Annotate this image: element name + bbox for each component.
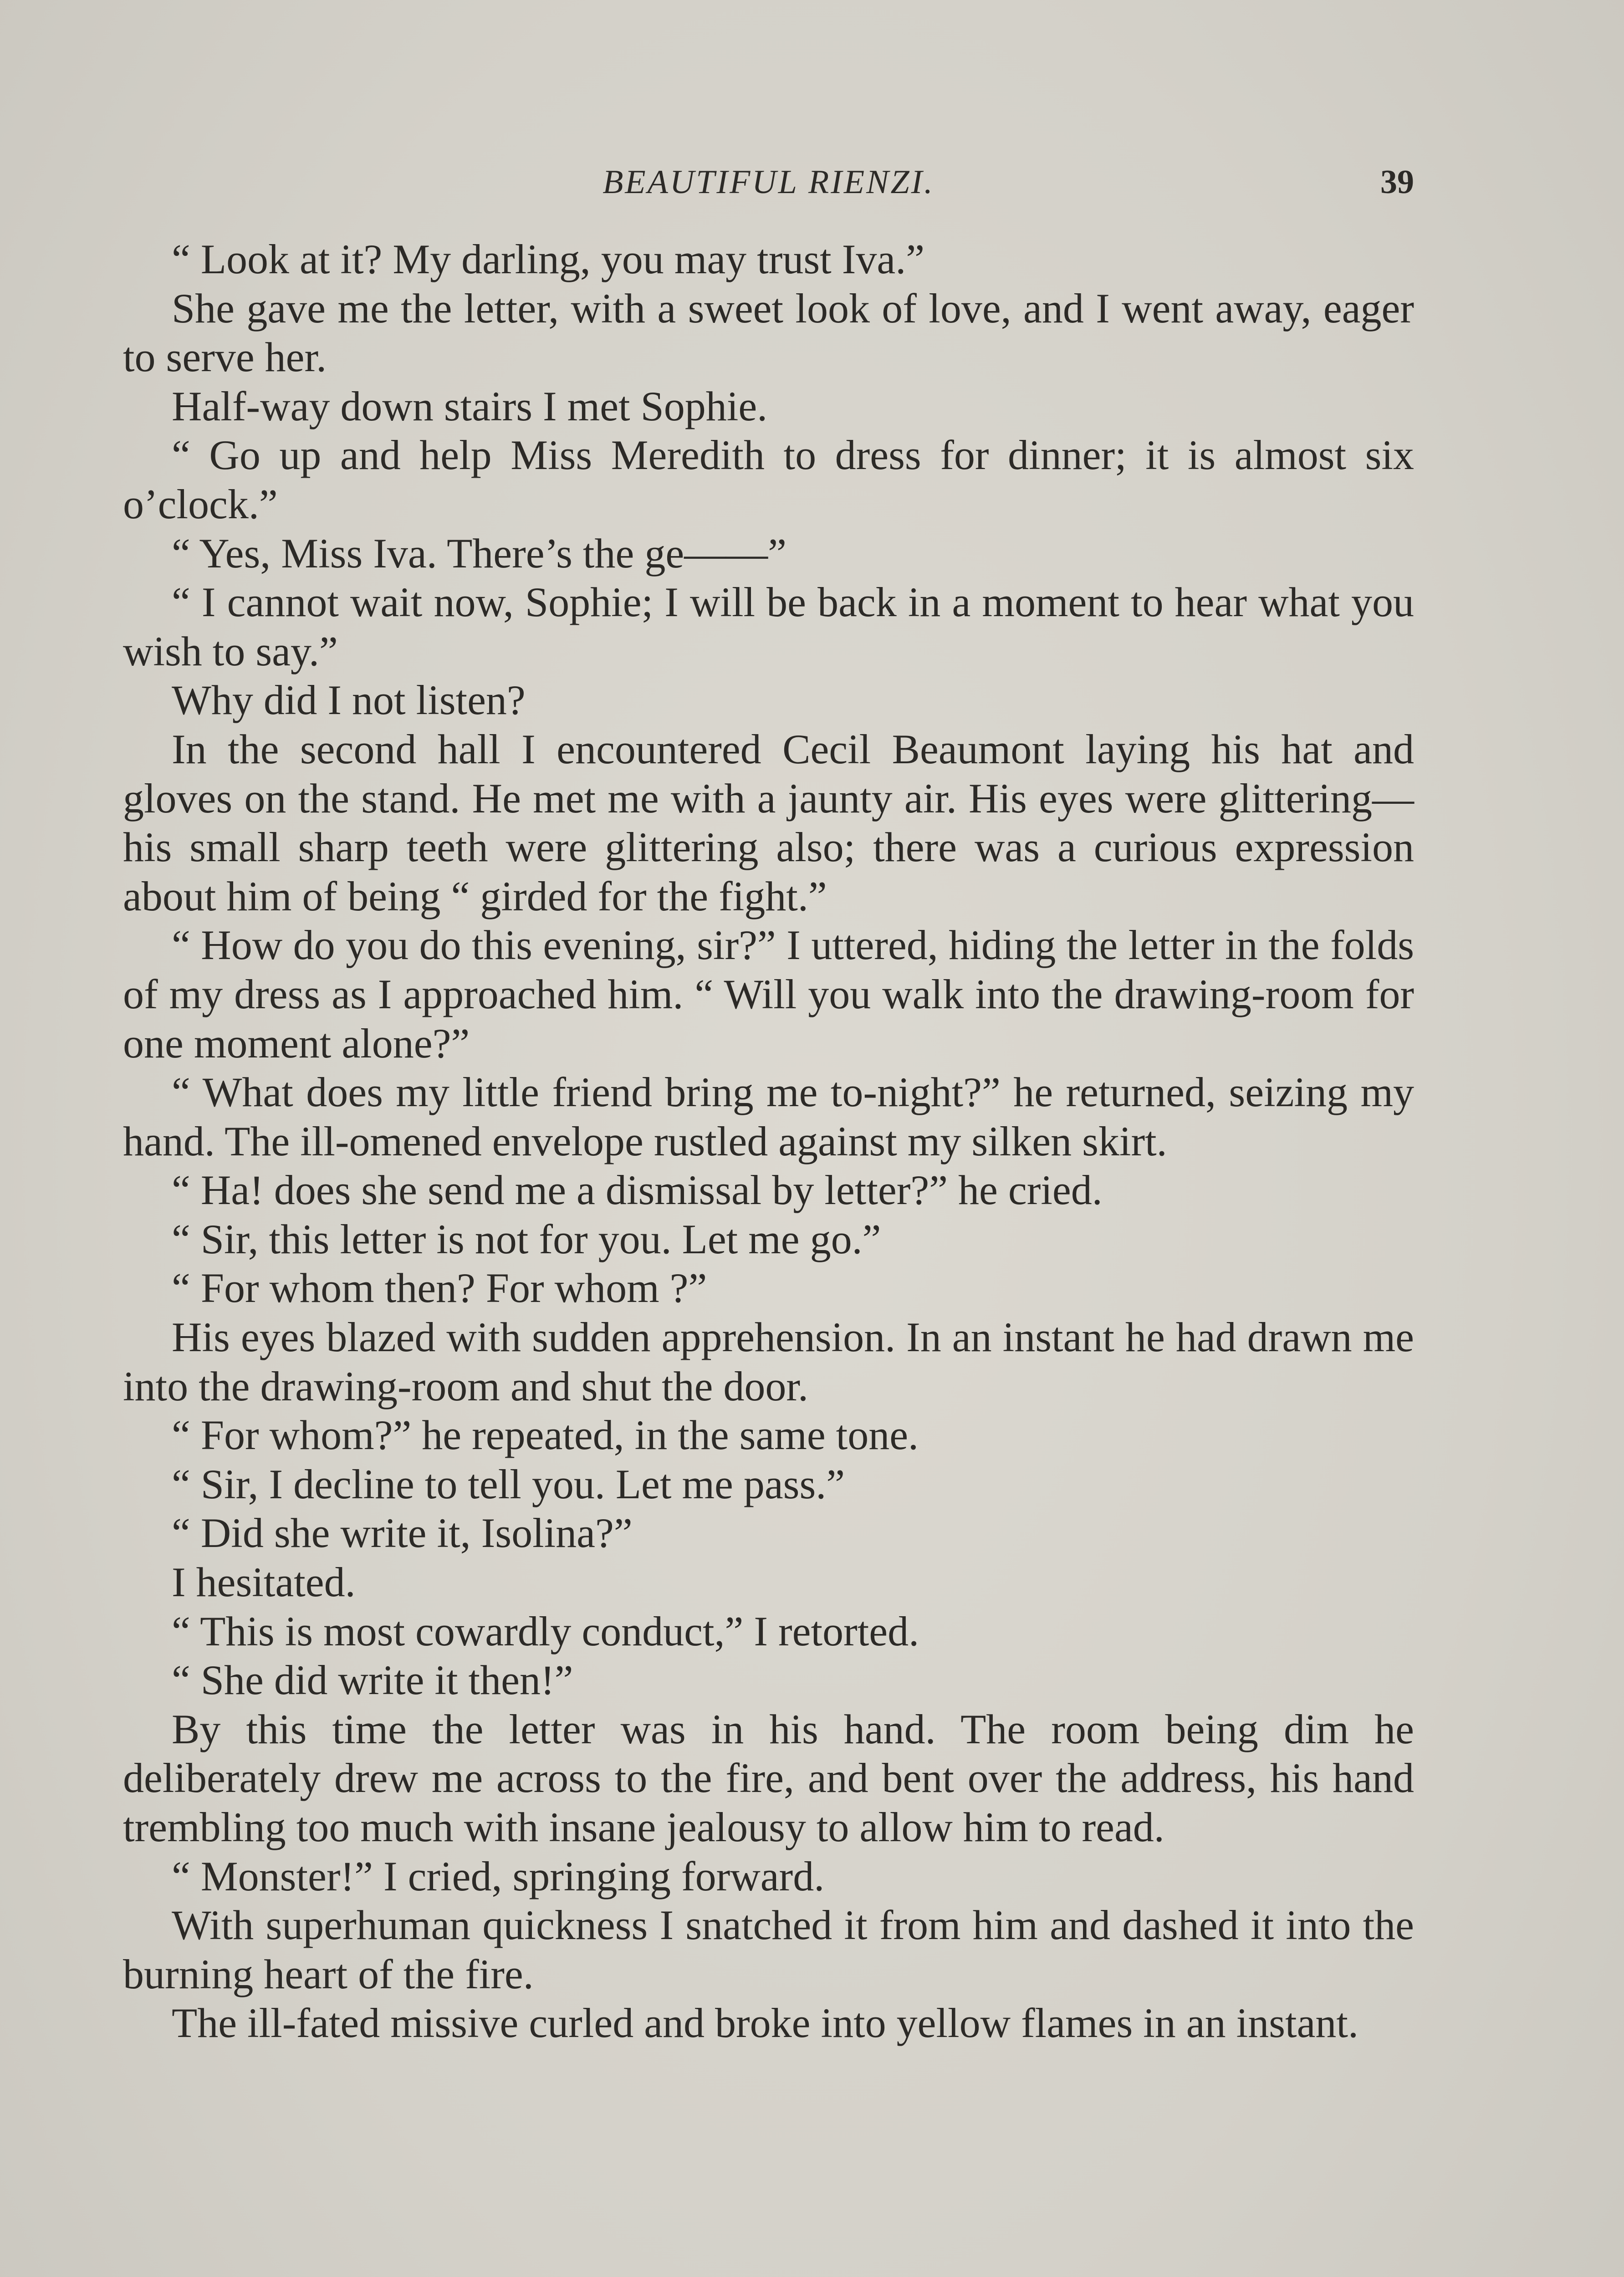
paragraph: “ For whom then? For whom ?” [172,1265,707,1312]
paragraph: “ This is most cowardly conduct,” I retorted. [172,1608,919,1654]
paragraph: “ For whom?” he repeated, in the same tone. [172,1412,919,1459]
paragraph: “ Sir, this letter is not for you. Let me go.” [172,1215,881,1262]
paragraph: In the second hall I encountered Cecil Beaumont laying his hat and gloves on the stand. He met me with a jaunty air. His eyes were glittering—his small sharp teeth were glittering also; there was a curious expression about him of being “ girded for the fight.” [123,725,1414,919]
paragraph: “ Did she write it, Isolina?” [172,1510,633,1557]
paragraph: By this time the letter was in his hand. The room being dim he deliberately drew me across to the fire, and bent over the address, his hand trembling too much with insane jealousy to allow him to read. [123,1705,1414,1850]
paragraph: “ How do you do this evening, sir?” I uttered, hiding the letter in the folds of my dress as I approached him. “ Will you walk into the drawing-room for one moment alone?” [123,922,1414,1067]
paragraph: Half-way down stairs I met Sophie. [172,383,768,429]
paragraph: “ Yes, Miss Iva. There’s the ge——” [172,530,786,577]
paragraph: With superhuman quickness I snatched it from him and dashed it into the burning heart of the fire. [123,1902,1414,1997]
paragraph: “ Sir, I decline to tell you. Let me pass.” [172,1460,845,1507]
page-number: 39 [1380,163,1414,201]
paragraph: “ Go up and help Miss Meredith to dress for dinner; it is almost six o’clock.” [123,432,1414,527]
page-header [123,155,1414,209]
paragraph: The ill-fated missive curled and broke into yellow flames in an instant. [172,2000,1358,2047]
paragraph: “ Ha! does she send me a dismissal by letter?” he cried. [172,1167,1103,1214]
paragraph: Why did I not listen? [172,677,526,724]
paragraph: “ What does my little friend bring me to-night?” he returned, seizing my hand. The ill-omened envelope rustled against my silken skirt. [123,1069,1414,1164]
paragraph: “ I cannot wait now, Sophie; I will be back in a moment to hear what you wish to say.” [123,579,1414,674]
paragraph: I hesitated. [172,1559,356,1606]
paragraph: His eyes blazed with sudden apprehension. In an instant he had drawn me into the drawing-room and shut the door. [123,1314,1414,1409]
paragraph: “ She did write it then!” [172,1657,573,1704]
paragraph: “ Monster!” I cried, springing forward. [172,1853,825,1899]
running-title: BEAUTIFUL RIENZI. [603,163,935,201]
paragraph: She gave me the letter, with a sweet look of love, and I went away, eager to serve her. [123,285,1414,381]
paragraph: “ Look at it? My darling, you may trust Iva.” [172,236,925,282]
body-text [123,235,1414,2048]
